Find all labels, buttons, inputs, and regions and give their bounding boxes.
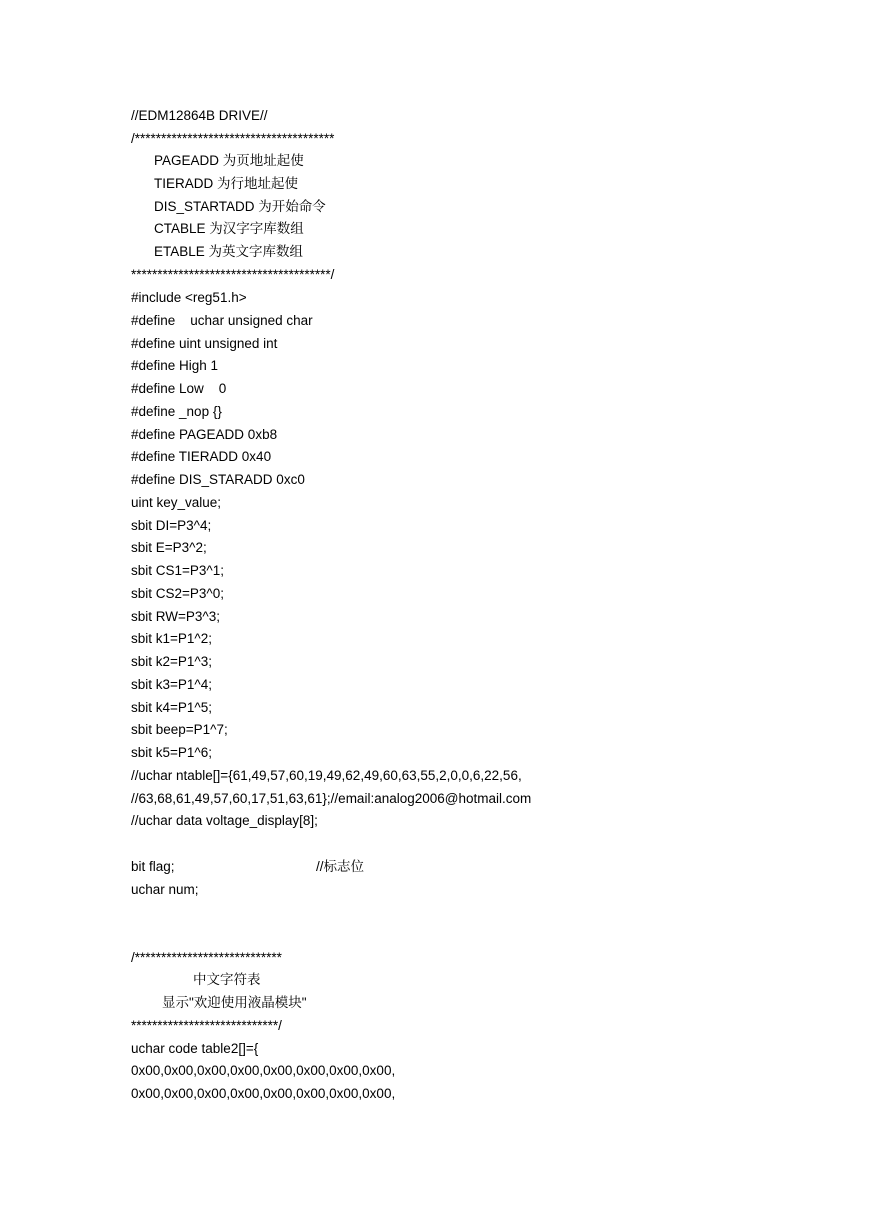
code-line: PAGEADD 为页地址起使: [154, 153, 304, 168]
code-line: #define TIERADD 0x40: [131, 449, 272, 464]
code-line: **************************************/: [131, 267, 335, 282]
code-line: #define uint unsigned int: [131, 336, 278, 351]
code-line: //63,68,61,49,57,60,17,51,63,61};//email:analog2006@hotmail.com: [131, 791, 532, 806]
code-line: uint key_value;: [131, 495, 222, 510]
code-line: sbit RW=P3^3;: [131, 609, 220, 624]
code-line: DIS_STARTADD 为开始命令: [154, 199, 326, 214]
code-line: sbit CS2=P3^0;: [131, 586, 225, 601]
code-line: #define High 1: [131, 358, 219, 373]
code-line: /****************************: [131, 950, 282, 965]
code-line: sbit E=P3^2;: [131, 540, 207, 555]
code-line: uchar num;: [131, 882, 199, 897]
code-line: //uchar data voltage_display[8];: [131, 813, 318, 828]
code-line: TIERADD 为行地址起使: [154, 176, 299, 191]
code-line: #define _nop {}: [131, 404, 222, 419]
code-line: #define DIS_STARADD 0xc0: [131, 472, 305, 487]
code-line: sbit k5=P1^6;: [131, 745, 213, 760]
code-line: #define Low 0: [131, 381, 227, 396]
code-comment: //标志位: [316, 859, 365, 874]
code-line: 显示"欢迎使用液晶模块": [162, 995, 307, 1010]
code-line: #include <reg51.h>: [131, 290, 247, 305]
code-line: ****************************/: [131, 1018, 282, 1033]
code-line: sbit beep=P1^7;: [131, 722, 228, 737]
code-line: 0x00,0x00,0x00,0x00,0x00,0x00,0x00,0x00,: [131, 1063, 396, 1078]
code-line: sbit k2=P1^3;: [131, 654, 213, 669]
code-line: #define uchar unsigned char: [131, 313, 313, 328]
code-line: sbit k3=P1^4;: [131, 677, 213, 692]
code-line: bit flag;: [131, 859, 175, 874]
code-line: uchar code table2[]={: [131, 1041, 259, 1056]
code-line: sbit k1=P1^2;: [131, 631, 213, 646]
code-line: 中文字符表: [193, 972, 261, 987]
code-line: //EDM12864B DRIVE//: [131, 108, 268, 123]
code-line: //uchar ntable[]={61,49,57,60,19,49,62,49,60,63,55,2,0,0,6,22,56,: [131, 768, 522, 783]
code-line: ETABLE 为英文字库数组: [154, 244, 304, 259]
code-line: #define PAGEADD 0xb8: [131, 427, 278, 442]
code-line: 0x00,0x00,0x00,0x00,0x00,0x00,0x00,0x00,: [131, 1086, 396, 1101]
code-line: /**************************************: [131, 131, 335, 146]
code-line: CTABLE 为汉字字库数组: [154, 221, 304, 236]
code-line: sbit k4=P1^5;: [131, 700, 213, 715]
code-line: sbit CS1=P3^1;: [131, 563, 225, 578]
code-line: sbit DI=P3^4;: [131, 518, 212, 533]
